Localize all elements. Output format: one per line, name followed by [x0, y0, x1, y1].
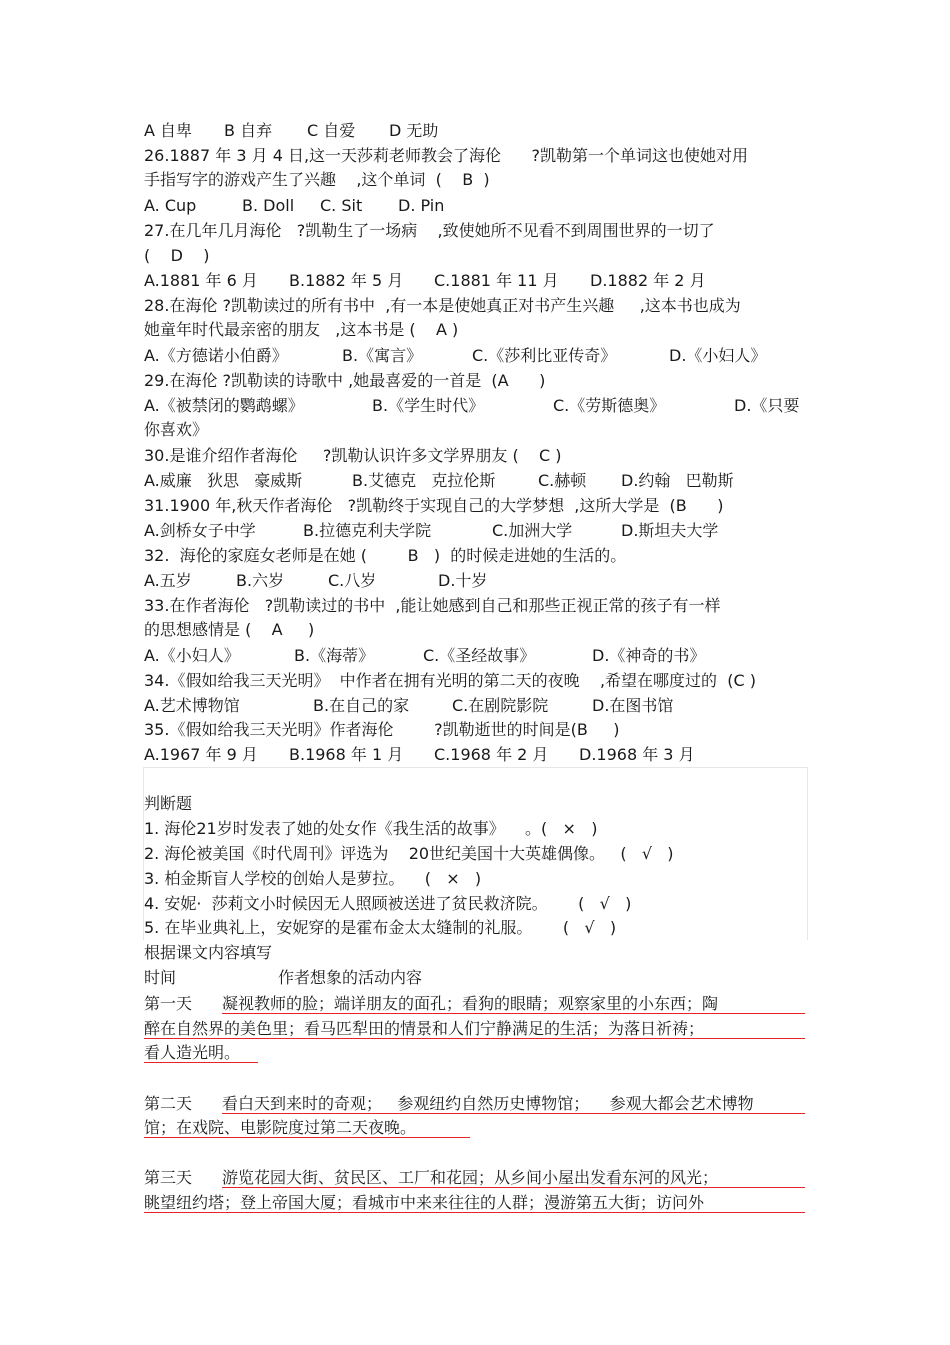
- judgment-item: 5. 在毕业典礼上，安妮穿的是霍布金太太缝制的礼服。 ( √ ): [144, 918, 617, 937]
- day-label: 第二天: [144, 1094, 193, 1113]
- option: C.赫顿: [538, 471, 587, 490]
- option: A.五岁: [144, 571, 192, 590]
- option: B.《学生时代》: [372, 396, 485, 415]
- option: B.《海蒂》: [294, 646, 375, 665]
- section-title: 判断题: [144, 794, 193, 813]
- option: A.威廉 狄思 豪威斯: [144, 471, 303, 490]
- option: B.1882 年 5 月: [289, 271, 404, 290]
- day-activity-line: 凝视教师的脸；端详朋友的面孔；看狗的眼睛；观察家里的小东西；陶: [222, 994, 719, 1013]
- option: B.艾德克 克拉伦斯: [352, 471, 496, 490]
- answer-underline: [222, 1113, 805, 1114]
- option: D.1968 年 3 月: [579, 745, 695, 764]
- question-text: 29.在海伦 ?凯勒读的诗歌中 ,她最喜爱的一首是 (A ): [144, 371, 546, 390]
- question-text: 手指写字的游戏产生了兴趣 ,这个单词 ( B ): [144, 170, 490, 189]
- option: B.在自己的家: [313, 696, 410, 715]
- option: B.1968 年 1 月: [289, 745, 404, 764]
- option: C 自爱: [307, 121, 356, 140]
- day-activity-line: 看白天到来时的奇观； 参观纽约自然历史博物馆； 参观大都会艺术博物: [222, 1094, 754, 1113]
- option: C.1881 年 11 月: [434, 271, 559, 290]
- question-text: 30.是谁介绍作者海伦 ?凯勒认识许多文学界朋友 ( C ): [144, 446, 562, 465]
- option: D.约翰 巴勒斯: [621, 471, 734, 490]
- option: A.1967 年 9 月: [144, 745, 258, 764]
- option: C.《圣经故事》: [423, 646, 536, 665]
- option: D.《神奇的书》: [592, 646, 706, 665]
- answer-underline: [144, 1038, 805, 1039]
- option: B.《寓言》: [342, 346, 423, 365]
- section-title: 根据课文内容填写: [144, 943, 273, 962]
- day-activity-line: 眺望纽约塔；登上帝国大厦；看城市中来来往往的人群；漫游第五大街；访问外: [144, 1193, 705, 1212]
- question-text: 27.在几年几月海伦 ?凯勒生了一场病 ,致使她所不见看不到周围世界的一切了: [144, 221, 715, 240]
- option: A.《被禁闭的鹦鹉螺》: [144, 396, 304, 415]
- question-text: 28.在海伦 ?凯勒读过的所有书中 ,有一本是使她真正对书产生兴趣 ,这本书也成为: [144, 296, 741, 315]
- judgment-item: 1. 海伦21岁时发表了她的处女作《我生活的故事》 。( × ): [144, 819, 598, 838]
- option: A.《小妇人》: [144, 646, 240, 665]
- answer-underline: [144, 1212, 805, 1213]
- option: C.在剧院影院: [452, 696, 549, 715]
- option: D.《只要: [734, 396, 800, 415]
- column-header-activity: 作者想象的活动内容: [278, 968, 423, 987]
- answer-underline: [144, 1137, 470, 1138]
- option: D.十岁: [438, 571, 488, 590]
- option: A.《方德诺小伯爵》: [144, 346, 288, 365]
- option: A.剑桥女子中学: [144, 521, 256, 540]
- question-text: 31.1900 年,秋天作者海伦 ?凯勒终于实现自己的大学梦想 ,这所大学是 (B ): [144, 496, 724, 515]
- question-text: 的思想感情是 ( A ): [144, 620, 315, 639]
- option: C.1968 年 2 月: [434, 745, 549, 764]
- question-text: 32. 海伦的家庭女老师是在她 ( B ) 的时候走进她的生活的。: [144, 546, 627, 565]
- day-activity-line: 看人造光明。: [144, 1043, 241, 1062]
- question-text: ( D ): [144, 246, 210, 265]
- judgment-item: 3. 柏金斯盲人学校的创始人是萝拉。 ( × ): [144, 869, 482, 888]
- option: D.斯坦夫大学: [621, 521, 719, 540]
- option: B 自弃: [224, 121, 273, 140]
- day-label: 第一天: [144, 994, 193, 1013]
- option: A 自卑: [144, 121, 193, 140]
- option: B.六岁: [236, 571, 285, 590]
- option: C.八岁: [328, 571, 377, 590]
- option: B.拉德克利夫学院: [303, 521, 432, 540]
- option: C.《劳斯德奥》: [553, 396, 666, 415]
- judgment-item: 4. 安妮· 莎莉文小时候因无人照顾被送进了贫民救济院。 ( √ ): [144, 894, 632, 913]
- option: D.《小妇人》: [669, 346, 767, 365]
- option: C.加洲大学: [492, 521, 573, 540]
- option-continued: 你喜欢》: [144, 420, 209, 439]
- question-text: 35.《假如给我三天光明》作者海伦 ?凯勒逝世的时间是(B ): [144, 720, 620, 739]
- option: A. Cup: [144, 196, 197, 215]
- question-text: 她童年时代最亲密的朋友 ,这本书是 ( A ): [144, 320, 459, 339]
- answer-underline: [144, 1062, 258, 1063]
- option: D 无助: [389, 121, 439, 140]
- day-label: 第三天: [144, 1168, 193, 1187]
- answer-underline: [222, 1187, 805, 1188]
- option: B. Doll: [242, 196, 295, 215]
- answer-underline: [222, 1013, 805, 1014]
- question-text: 33.在作者海伦 ?凯勒读过的书中 ,能让她感到自己和那些正视正常的孩子有一样: [144, 596, 721, 615]
- option: D.1882 年 2 月: [590, 271, 706, 290]
- day-activity-line: 醉在自然界的美色里；看马匹犁田的情景和人们宁静满足的生活；为落日祈祷；: [144, 1019, 705, 1038]
- column-header-time: 时间: [144, 968, 177, 987]
- option: A.艺术博物馆: [144, 696, 240, 715]
- day-activity-line: 游览花园大街、贫民区、工厂和花园；从乡间小屋出发看东河的风光；: [222, 1168, 719, 1187]
- option: C.《莎利比亚传奇》: [472, 346, 617, 365]
- day-activity-line: 馆；在戏院、电影院度过第二天夜晚。: [144, 1118, 417, 1137]
- question-text: 26.1887 年 3 月 4 日,这一天莎莉老师教会了海伦 ?凯勒第一个单词这也使她对用: [144, 146, 749, 165]
- judgment-item: 2. 海伦被美国《时代周刊》评选为 20世纪美国十大英雄偶像。 ( √ ): [144, 844, 674, 863]
- option: D.在图书馆: [592, 696, 674, 715]
- option: A.1881 年 6 月: [144, 271, 258, 290]
- question-text: 34.《假如给我三天光明》 中作者在拥有光明的第二天的夜晚 ,希望在哪度过的 (C ): [144, 671, 756, 690]
- option: C. Sit: [320, 196, 363, 215]
- option: D. Pin: [398, 196, 445, 215]
